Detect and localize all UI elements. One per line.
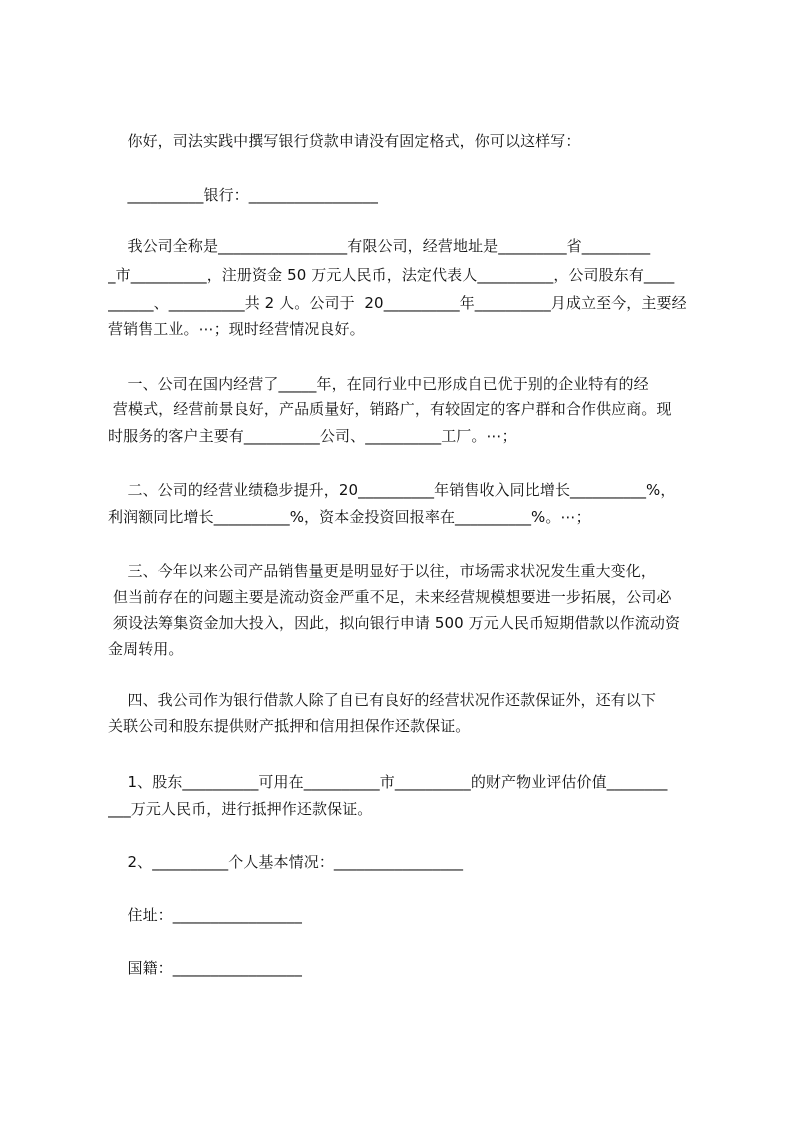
- nationality-line: 国籍：_________________: [108, 959, 302, 977]
- section-three-line-2: 但当前存在的问题主要是流动资金严重不足，未来经营规模想要进一步拓展，公司必: [108, 588, 672, 606]
- section-two-line-1: 二、公司的经营业绩稳步提升，20__________年销售收入同比增长__________%，: [108, 481, 676, 499]
- section-four-line-1: 四、我公司作为银行借款人除了自已有良好的经营状况作还款保证外，还有以下: [108, 691, 656, 709]
- item-two-line: 2、__________个人基本情况：_________________: [108, 853, 464, 871]
- section-one-line-1: 一、公司在国内经营了_____年，在同行业中已形成自已优于别的企业特有的经: [108, 375, 649, 393]
- company-paragraph-line-1: 我公司全称是_________________有限公司，经营地址是_________省_________: [108, 237, 651, 255]
- company-paragraph-line-4: 营销售工业。⋯；现时经营情况良好。: [108, 320, 365, 338]
- company-paragraph-line-2: _市__________，注册资金 50 万元人民币，法定代表人__________，公司股东有____: [108, 266, 675, 284]
- section-two-line-2: 利润额同比增长__________%，资本金投资回报率在__________%。⋯；: [108, 508, 591, 526]
- section-one-line-3: 时服务的客户主要有__________公司、__________工厂。⋯；: [108, 427, 517, 445]
- company-paragraph-line-3: ______、__________共 2 人。公司于 20__________年__________月成立至今，主要经: [108, 294, 687, 312]
- item-one-line-1: 1、股东__________可用在__________市__________的财产物业评估价值________: [108, 773, 668, 791]
- address-line: 住址：_________________: [108, 906, 302, 924]
- section-one-line-2: 营模式，经营前景良好，产品质量好，销路广，有较固定的客户群和合作供应商。现: [108, 400, 672, 418]
- section-three-line-3: 须设法筹集资金加大投入，因此，拟向银行申请 500 万元人民币短期借款以作流动资: [108, 614, 681, 632]
- section-three-line-1: 三、今年以来公司产品销售量更是明显好于以往，市场需求状况发生重大变化，: [108, 562, 656, 580]
- section-four-line-2: 关联公司和股东提供财产抵押和信用担保作还款保证。: [108, 717, 471, 735]
- section-three-line-4: 金周转用。: [108, 640, 184, 658]
- item-one-line-2: ___万元人民币，进行抵押作还款保证。: [108, 800, 373, 818]
- bank-line: __________银行：_________________: [108, 186, 378, 204]
- greeting-line: 你好，司法实践中撰写银行贷款申请没有固定格式，你可以这样写：: [108, 132, 581, 150]
